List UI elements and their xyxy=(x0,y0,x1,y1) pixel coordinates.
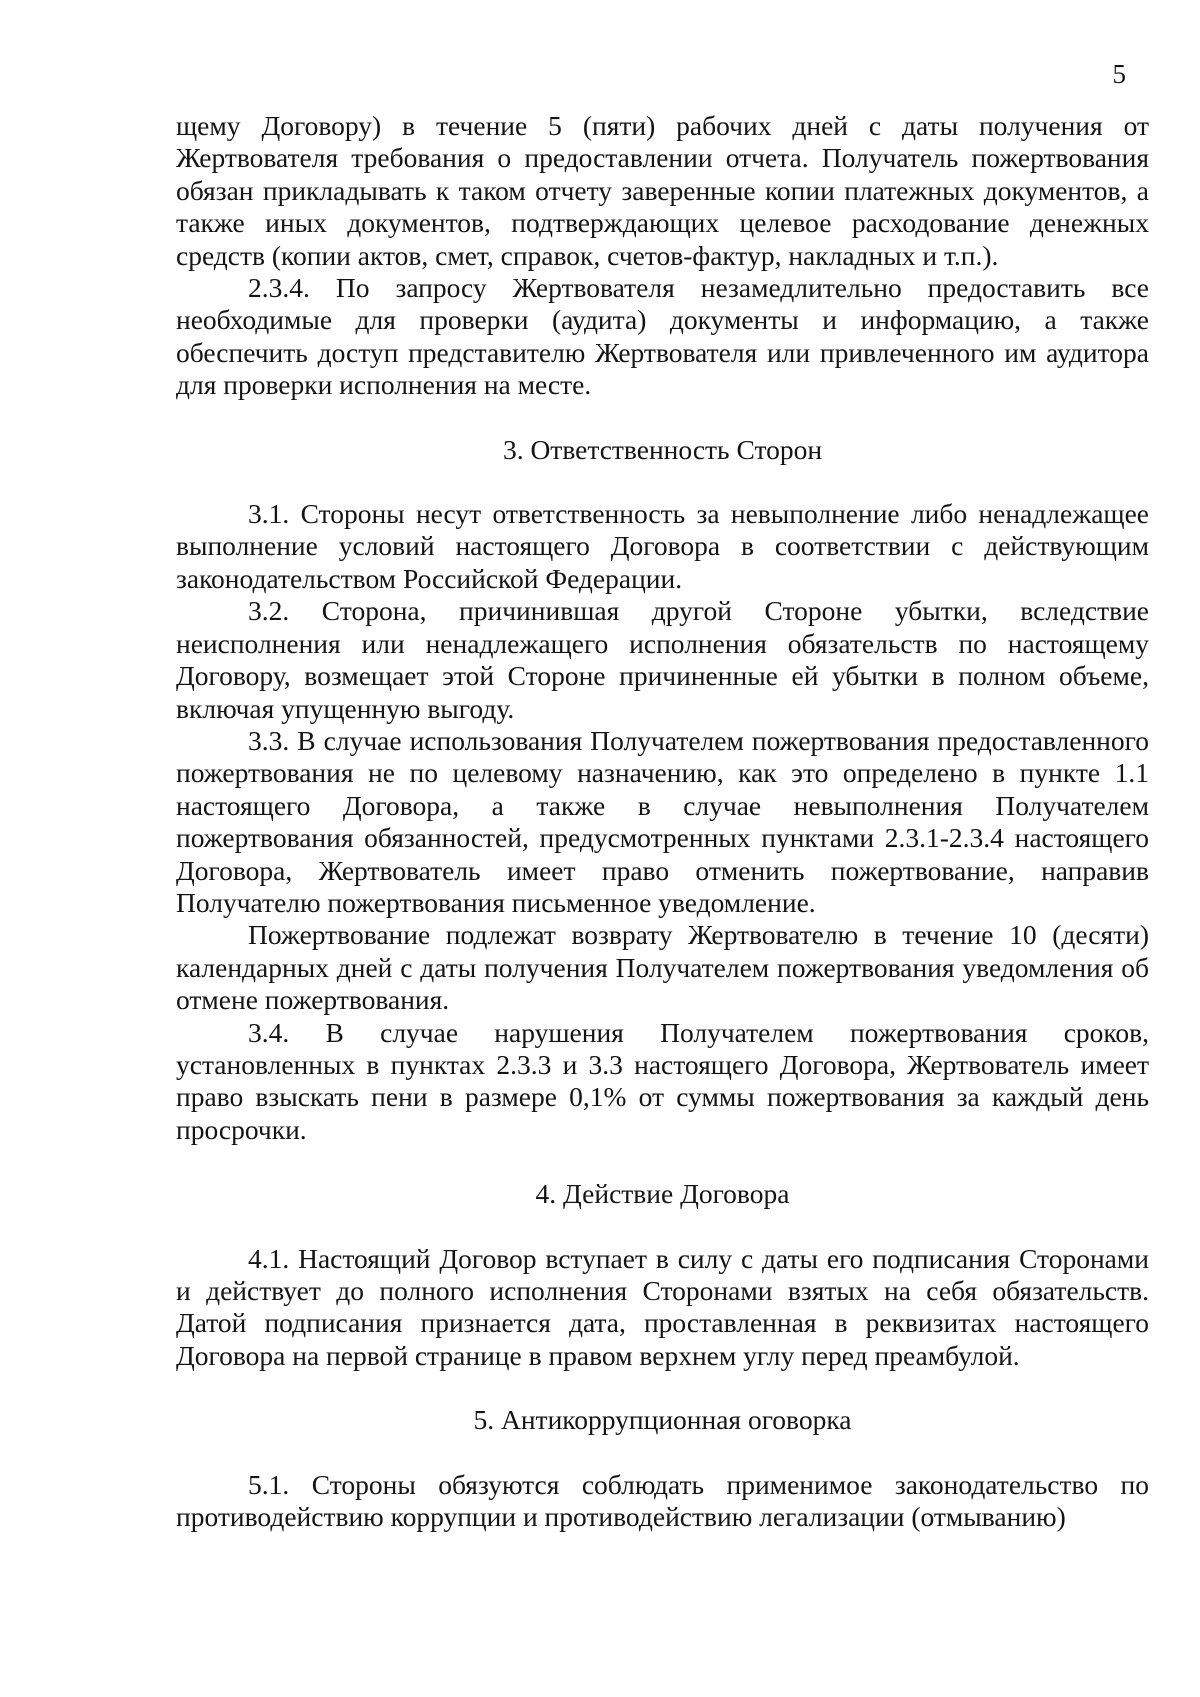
page-number: 5 xyxy=(1112,59,1126,89)
paragraph-2-3-3-continuation: щему Договору) в течение 5 (пяти) рабочих дней с даты получения от Жертвователя требования о предоставлении отчета. Получатель пожертвования обязан прикладывать к таком отчету заверенные копии платежных документов, а также иных документов, подтверждающих целевое расходование денежных средств (копии актов, смет, справок, счетов-фактур, накладных и т.п.). xyxy=(176,110,1149,271)
section-heading-4: 4. Действие Договора xyxy=(535,1178,790,1210)
section-heading-3: 3. Ответственность Сторон xyxy=(502,433,823,465)
section-heading-5: 5. Антикоррупционная оговорка xyxy=(473,1404,852,1436)
paragraph-3-2: 3.2. Сторона, причинившая другой Стороне убытки, вследствие неисполнения или ненадлежащего исполнения обязательств по настоящему Договору, возмещает этой Стороне причиненные ей убытки в полном объеме, включая упущенную выгоду. xyxy=(176,595,1149,724)
paragraph-2-3-4: 2.3.4. По запросу Жертвователя незамедлительно предоставить все необходимые для проверки (аудита) документы и информацию, а также обеспечить доступ представителю Жертвователя или привлеченного им аудитора для проверки исполнения на месте. xyxy=(176,272,1149,401)
paragraph-5-1: 5.1. Стороны обязуются соблюдать применимое законодательство по противодействию коррупции и противодействию легализации (отмыванию) xyxy=(176,1468,1149,1533)
paragraph-3-4: 3.4. В случае нарушения Получателем пожертвования сроков, установленных в пунктах 2.3.3 и 3.3 настоящего Договора, Жертвователь имеет право взыскать пени в размере 0,1% от суммы пожертвования за каждый день просрочки. xyxy=(176,1016,1149,1145)
paragraph-4-1: 4.1. Настоящий Договор вступает в силу с даты его подписания Сторонами и действует до полного исполнения Сторонами взятых на себя обязательств. Датой подписания признается дата, проставленная в реквизитах настоящего Договора на первой странице в правом верхнем углу перед преамбулой. xyxy=(176,1242,1149,1371)
paragraph-3-3: 3.3. В случае использования Получателем пожертвования предоставленного пожертвования не по целевому назначению, как это определено в пункте 1.1 настоящего Договора, а также в случае невыполнения Получателем пожертвования обязанностей, предусмотренных пунктами 2.3.1-2.3.4 настоящего Договора, Жертвователь имеет право отменить пожертвование, направив Получателю пожертвования письменное уведомление. xyxy=(176,724,1149,918)
paragraph-3-1: 3.1. Стороны несут ответственность за невыполнение либо ненадлежащее выполнение условий настоящего Договора в соответствии с действующим законодательством Российской Федерации. xyxy=(176,498,1149,594)
paragraph-3-3-return: Пожертвование подлежат возврату Жертвователю в течение 10 (десяти) календарных дней с даты получения Получателем пожертвования уведомления об отмене пожертвования. xyxy=(176,919,1149,1016)
document-body xyxy=(176,110,1149,1533)
